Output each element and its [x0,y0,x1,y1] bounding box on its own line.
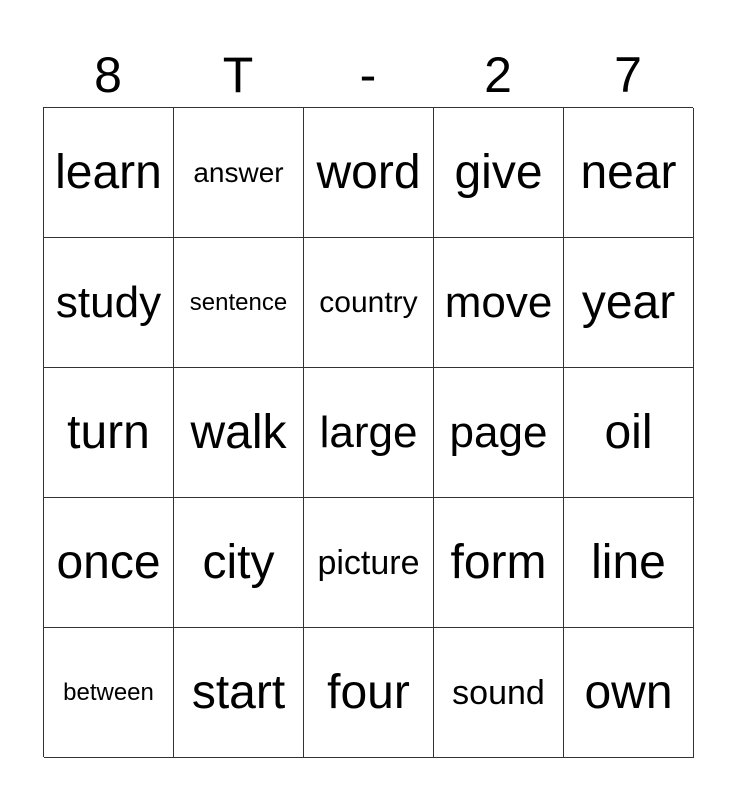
bingo-cell[interactable]: city [174,498,304,628]
bingo-cell[interactable]: near [564,108,694,238]
bingo-cell[interactable]: move [434,238,564,368]
header-letter-3: - [359,47,377,103]
bingo-cell[interactable]: line [564,498,694,628]
card-header [43,44,693,106]
bingo-cell[interactable]: start [174,628,304,758]
bingo-cell[interactable]: large [304,368,434,498]
header-letter-1: 8 [94,47,122,103]
bingo-cell[interactable]: turn [44,368,174,498]
bingo-cell[interactable]: picture [304,498,434,628]
header-letter-5: 7 [614,47,642,103]
bingo-cell[interactable]: learn [44,108,174,238]
bingo-cell[interactable]: sentence [174,238,304,368]
bingo-cell[interactable]: word [304,108,434,238]
bingo-cell[interactable]: study [44,238,174,368]
bingo-cell[interactable]: between [44,628,174,758]
bingo-cell[interactable]: year [564,238,694,368]
bingo-cell[interactable]: page [434,368,564,498]
bingo-cell[interactable]: country [304,238,434,368]
bingo-cell[interactable]: sound [434,628,564,758]
bingo-cell[interactable]: four [304,628,434,758]
bingo-cell[interactable]: own [564,628,694,758]
bingo-cell[interactable]: give [434,108,564,238]
bingo-cell[interactable]: oil [564,368,694,498]
header-letter-2: T [222,47,254,103]
bingo-grid [43,107,693,757]
bingo-cell[interactable]: answer [174,108,304,238]
bingo-cell[interactable]: form [434,498,564,628]
bingo-cell[interactable]: walk [174,368,304,498]
bingo-cell[interactable]: once [44,498,174,628]
header-letter-4: 2 [484,47,512,103]
